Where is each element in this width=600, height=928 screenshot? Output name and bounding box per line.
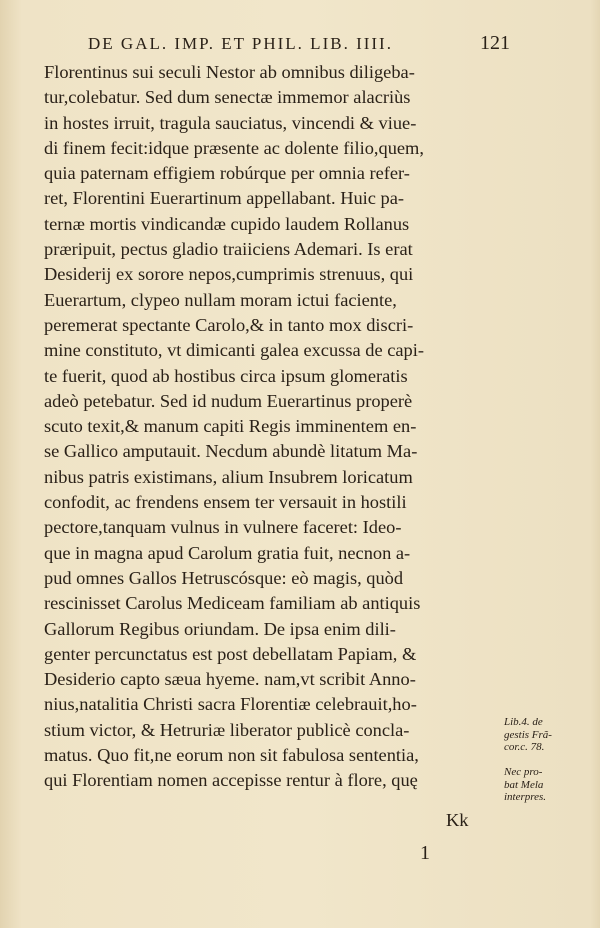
text-line: pud omnes Gallos Hetruscósque: eò magis, quòd	[44, 567, 404, 588]
text-line: Euerartum, clypeo nullam moram ictui faciente,	[44, 289, 397, 310]
text-line: Florentinus sui seculi Nestor ab omnibus diligeba-	[44, 62, 415, 82]
text-line: nibus patris existimans, alium Insubrem loricatum	[44, 466, 413, 487]
margin-note: gestis Frã-	[504, 728, 552, 741]
margin-note: interpres.	[504, 791, 547, 803]
text-line: Desiderij ex sorore nepos,cumprimis strenuus, qui	[44, 264, 414, 285]
text-line: genter percunctatus est post debellatam Papiam, &	[44, 643, 417, 664]
text-line: que in magna apud Carolum gratia fuit, necnon a-	[44, 542, 411, 563]
page-number: 121	[480, 32, 510, 54]
margin-note: cor.c. 78.	[504, 741, 545, 753]
margin-notes	[504, 716, 596, 804]
text-line: in hostes irruit, tragula sauciatus, vincendi & viue-	[44, 112, 417, 133]
signature-mark: 1	[420, 842, 430, 864]
text-line: stium victor, & Hetruriæ liberator publicè concla-	[44, 719, 410, 740]
margin-note: Nec pro-	[504, 766, 543, 778]
text-line: ret, Florentini Euerartinum appellabant. Huic pa-	[44, 188, 405, 209]
text-line: Desiderio capto sæua hyeme. nam,vt scribit Anno-	[44, 669, 416, 690]
margin-note: Lib.4. de	[504, 716, 543, 728]
text-line: ternæ mortis vindicandæ cupido laudem Rollanus	[44, 213, 410, 234]
text-line: se Gallico amputauit. Necdum abundè litatum Ma-	[44, 441, 418, 462]
text-line: Gallorum Regibus oriundam. De ipsa enim dili-	[44, 618, 396, 639]
margin-note	[504, 754, 596, 767]
text-line: confodit, ac frendens ensem ter versauit in hostili	[44, 492, 407, 513]
catchword: Kk	[446, 810, 469, 830]
text-line: quia paternam effigiem robúrque per omnia refer-	[44, 163, 410, 184]
text-line: qui Florentiam nomen accepisse rentur à flore, quę	[44, 770, 418, 791]
margin-note: bat Mela	[504, 778, 544, 791]
text-line: mine constituto, vt dimicanti galea excussa de capi-	[44, 340, 424, 361]
text-line: scuto texit,& manum capiti Regis imminentem en-	[44, 416, 417, 437]
text-line: adeò petebatur. Sed id nudum Euerartinus properè	[44, 390, 413, 411]
text-line: præripuit, pectus gladio traiiciens Ademari. Is erat	[44, 239, 413, 260]
text-line: tur,colebatur. Sed dum senectæ immemor alacriùs	[44, 87, 411, 108]
text-line: matus. Quo fit,ne eorum non sit fabulosa sententia,	[44, 745, 419, 766]
text-line: pectore,tanquam vulnus in vulnere faceret: Ideo-	[44, 517, 402, 538]
text-line: peremerat spectante Carolo,& in tanto mox discri-	[44, 314, 414, 335]
text-line: rescinisset Carolus Mediceam familiam ab antiquis	[44, 593, 421, 614]
text-line: di finem fecit:idque præsente ac dolente filio,quem,	[44, 137, 424, 158]
running-head: DE GAL. IMP. ET PHIL. LIB. IIII.	[88, 34, 393, 53]
text-line: te fuerit, quod ab hostibus circa ipsum glomeratis	[44, 365, 408, 386]
text-line: nius,natalitia Christi sacra Florentiæ celebrauit,ho-	[44, 694, 417, 715]
body-text	[44, 60, 514, 794]
